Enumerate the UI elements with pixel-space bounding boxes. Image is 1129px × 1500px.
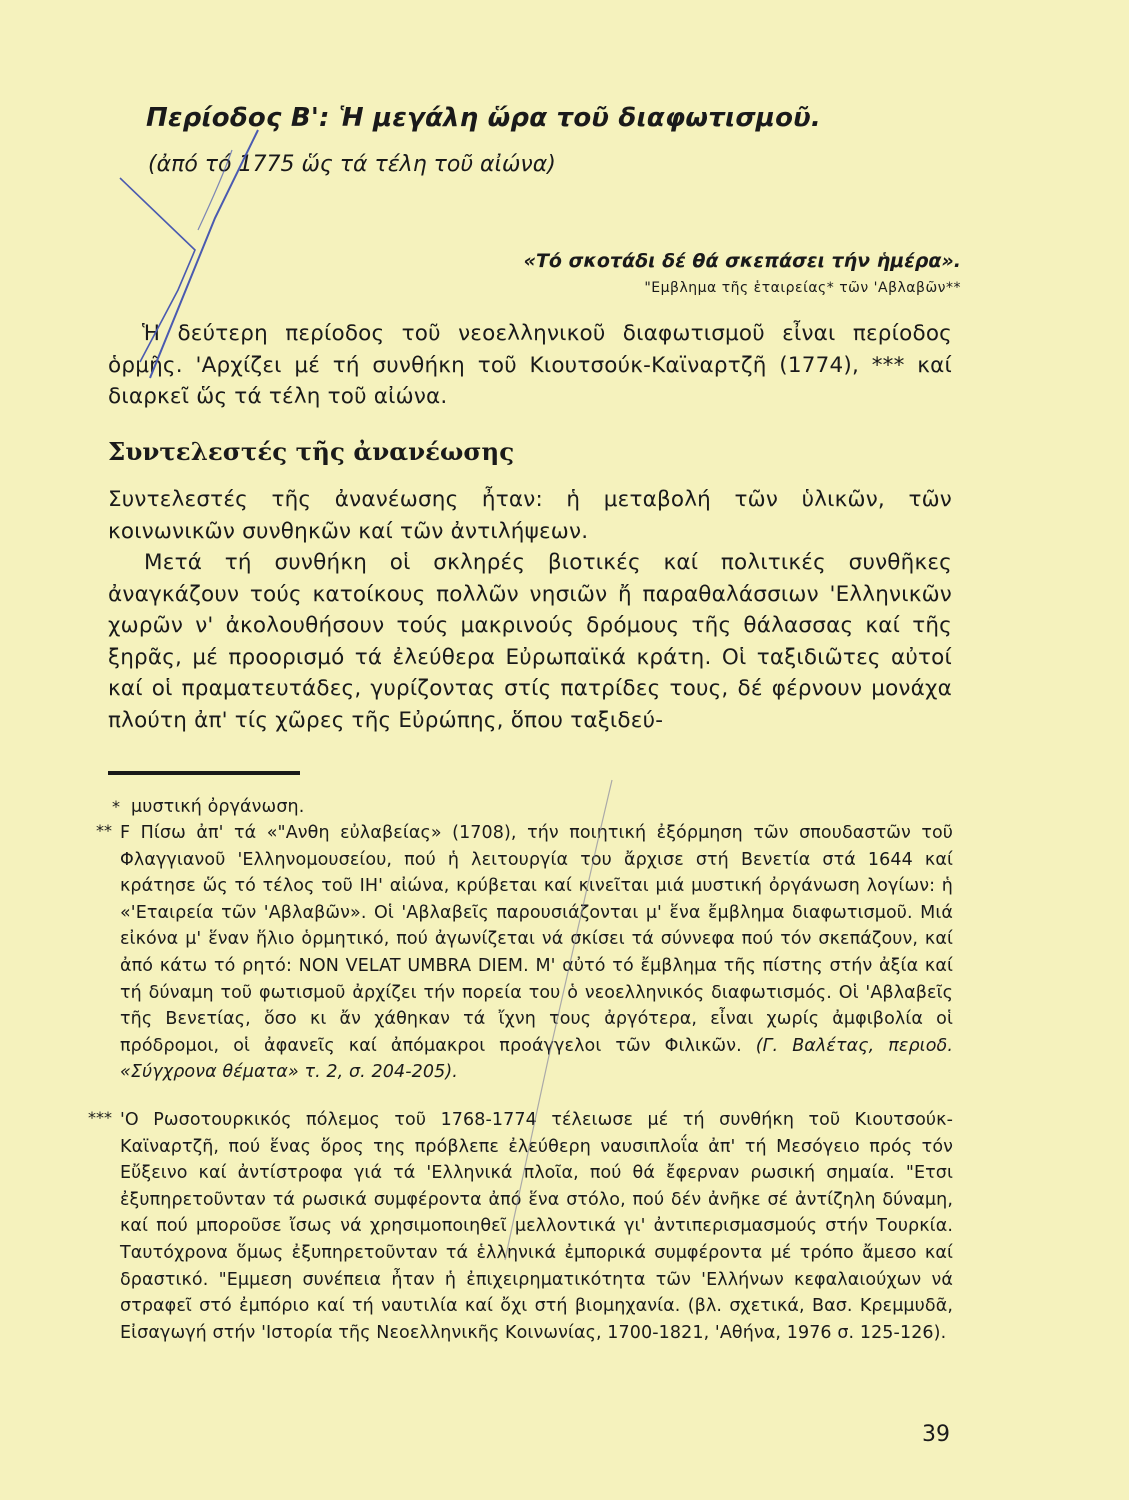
intro-paragraph: Ἡ δεύτερη περίοδος τοῦ νεοελληνικοῦ διαφωτισμοῦ εἶναι περίοδος ὁρμῆς. 'Αρχίζει μέ τή συνθήκη τοῦ Κιουτσούκ-Καϊναρτζῆ (1774), *** καί διαρκεῖ ὥς τά τέλη τοῦ αἰώνα. bbox=[108, 321, 952, 410]
chapter-title: Περίοδος Β': Ἡ μεγάλη ὥρα τοῦ διαφωτισμοῦ. bbox=[146, 103, 822, 133]
section-paragraph-2: Μετά τή συνθήκη οἱ σκληρές βιοτικές καί πολιτικές συνθῆκες ἀναγκάζουν τούς κατοίκους πολλῶν νησιῶν ἤ παραθαλάσσιων 'Ελληνικῶν χωρῶν ν' ἀκολουθήσουν τούς μακρινούς δρόμους τῆς θάλασσας καί τῆς ξηρᾶς, μέ προορισμό τά ἐλεύθερα Εὐρωπαϊκά κράτη. Οἱ ταξιδιῶτες αὐτοί καί οἱ πραματευτάδες, γυρίζοντας στίς πατρίδες τους, δέ φέρνουν μονάχα πλούτη ἀπ' τίς χῶρες τῆς Εὐρώπης, ὅπου ταξιδεύ- bbox=[108, 550, 952, 733]
section-paragraph-1: Συντελεστές τῆς ἀνανέωσης ἦταν: ἡ μεταβολή τῶν ὑλικῶν, τῶν κοινωνικῶν συνθηκῶν καί τῶν ἀντιλήψεων. bbox=[108, 487, 952, 544]
epigraph-source: "Εμβλημα τῆς ἑταιρείας* τῶν 'Αβλαβῶν** bbox=[644, 280, 961, 296]
epigraph-quote: «Τό σκοτάδι δέ θά σκεπάσει τήν ἡμέρα». bbox=[523, 250, 961, 272]
footnote-divider bbox=[108, 771, 300, 775]
footnote-1: μυστική ὀργάνωση. bbox=[131, 797, 305, 817]
chapter-subtitle: (ἀπό τό 1775 ὥς τά τέλη τοῦ αἰώνα) bbox=[148, 152, 556, 177]
page-number: 39 bbox=[922, 1422, 950, 1447]
footnote-2-text: F Πίσω ἀπ' τά «"Ανθη εὐλαβείας» (1708), τήν ποιητική ἐξόρμηση τῶν σπουδαστῶν τοῦ Φλαγγιανοῦ 'Ελληνομουσείου, πού ἡ λειτουργία του ἄρχισε στή Βενετία στά 1644 καί κράτησε ὥς τό τέλος τοῦ ΙΗ' αἰώνα, κρύβεται καί κινεῖται μιά μυστική ὀργάνωση λογίων: ἡ «'Εταιρεία τῶν 'Αβλαβῶν». Οἱ 'Αβλαβεῖς παρουσιάζονται μ' ἕνα ἔμβλημα διαφωτισμοῦ. Μιά εἰκόνα μ' ἕναν ἥλιο ὁρμητικό, πού ἀγωνίζεται νά σκίσει τά σύννεφα πού τόν σκεπάζουν, καί ἀπό κάτω τό ρητό: NON VELAT UMBRA DIEM. Μ' αὐτό τό ἔμβλημα τῆς πίστης στήν ἀξία καί τή δύναμη τοῦ φωτισμοῦ ἀρχίζει τήν πορεία του ὁ νεοελληνικός διαφωτισμός. Οἱ 'Αβλαβεῖς τῆς Βενετίας, ὅσο κι ἄν χάθηκαν τά ἴχνη τους ἀργότερα, εἶναι χωρίς ἀμφιβολία οἱ πρόδρομοι, οἱ ἀφανεῖς καί ἀπόμακροι προάγγελοι τῶν Φιλικῶν. bbox=[120, 823, 953, 1056]
footnote-2-citation: (Γ. Βαλέτας, περιοδ. «Σύγχρονα θέματα» τ. 2, σ. 204-205). bbox=[120, 1035, 953, 1083]
footnote-marker: *** bbox=[88, 1108, 112, 1127]
footnote-marker: * bbox=[112, 797, 120, 816]
section-heading: Συντελεστές τῆς ἀνανέωσης bbox=[108, 437, 515, 466]
footnote-marker: ** bbox=[96, 821, 112, 840]
footnote-2 bbox=[120, 820, 953, 1086]
footnote-3: 'Ο Ρωσοτουρκικός πόλεμος τοῦ 1768-1774 τέλειωσε μέ τή συνθήκη τοῦ Κιουτσούκ-Καϊναρτζῆ, πού ἕνας ὅρος της πρόβλεπε ἐλεύθερη ναυσιπλοΐα ἀπ' τή Μεσόγειο πρός τόν Εὔξεινο καί ἀντίστροφα γιά τά 'Ελληνικά πλοῖα, πού θά ἔφερναν ρωσική σημαία. "Ετσι ἐξυπηρετοῦνταν τά ρωσικά συμφέροντα ἀπό ἕνα στόλο, πού δέν ἀνῆκε σέ ἀντίζηλη δύναμη, καί πού μποροῦσε ἴσως νά χρησιμοποιηθεῖ μελλοντικά γι' ἀντιπερισμασμούς στήν Τουρκία. Ταυτόχρονα ὅμως ἐξυπηρετοῦνταν τά ἑλληνικά ἐμπορικά συμφέροντα μέ τρόπο ἄμεσο καί δραστικό. "Εμμεση συνέπεια ἦταν ἡ ἐπιχειρηματικότητα τῶν 'Ελλήνων κεφαλαιούχων νά στραφεῖ στό ἐμπόριο καί τή ναυτιλία καί ὄχι στή βιομηχανία. (βλ. σχετικά, Βασ. Κρεμμυδᾶ, Εἰσαγωγή στήν 'Ιστορία τῆς Νεοελληνικῆς Κοινωνίας, 1700-1821, 'Αθήνα, 1976 σ. 125-126). bbox=[120, 1110, 953, 1343]
